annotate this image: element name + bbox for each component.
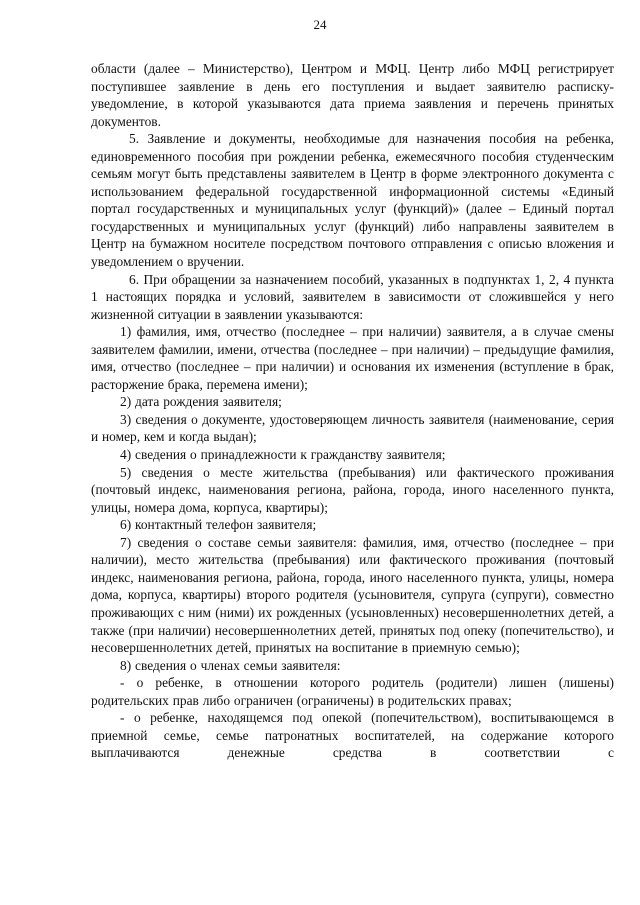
subitem-8-dash-2: - о ребенке, находящемся под опекой (попечительством), воспитывающемся в приемной семье, семье патронатных воспитателей, на содержание которого выплачиваются денежные средства в соответствии с [91, 710, 614, 761]
subitem-2: 2) дата рождения заявителя; [120, 394, 282, 410]
subitem-7: 7) сведения о составе семьи заявителя: фамилия, имя, отчество (последнее – при наличии), место жительства (пребывания) или фактического проживания (почтовый индекс, наименования региона, района, города, иного населенного пункта, улицы, номера дома, корпуса, квартиры) второго родителя (усыновителя, супруга (супруги), совместно проживающих с ним (ними) их рожденных (усыновленных) несовершеннолетних детей, а также (при наличии) несовершеннолетних детей, принятых под опеку (попечительство), и несовершеннолетних детей, принятых на воспитание в приемную семью); [91, 534, 614, 656]
paragraph-continuation: области (далее – Министерство), Центром и МФЦ. Центр либо МФЦ регистрирует поступившее заявление в день его поступления и выдает заявителю расписку-уведомление, в которой указываются дата приема заявления и перечень принятых документов. [91, 61, 614, 129]
subitem-3: 3) сведения о документе, удостоверяющем личность заявителя (наименование, серия и номер, кем и когда выдан); [91, 411, 614, 445]
paragraph-item-5: 5. Заявление и документы, необходимые для назначения пособия на ребенка, единовременного пособия при рождении ребенка, ежемесячного пособия студенческим семьям могут быть представлены заявителем в Центр в форме электронного документа с использованием федеральной государственной информационной системы «Единый портал государственных и муниципальных услуг (функций)» (далее – Единый портал государственных и муниципальных услуг (функций) либо направлены заявителем в Центр на бумажном носителе посредством почтового отправления с описью вложения и уведомлением о вручении. [91, 131, 614, 270]
document-body [91, 60, 614, 762]
paragraph-item-6: 6. При обращении за назначением пособий, указанных в подпунктах 1, 2, 4 пункта 1 настоящих порядка и условий, заявителем в зависимости от сложившейся у него жизненной ситуации в заявлении указываются: [91, 271, 614, 322]
subitem-6: 6) контактный телефон заявителя; [120, 517, 317, 533]
subitem-5: 5) сведения о месте жительства (пребывания) или фактического проживания (почтовый индекс, наименования региона, района, города, иного населенного пункта, улицы, номера дома, корпуса, квартиры); [91, 464, 614, 515]
subitem-8: 8) сведения о членах семьи заявителя: [120, 657, 341, 673]
subitem-1: 1) фамилия, имя, отчество (последнее – при наличии) заявителя, а в случае смены заявителем фамилии, имени, отчества (последнее – при наличии) – предыдущие фамилия, имя, отчество (последнее – при наличии) и основания их изменения (вступление в брак, расторжение брака, перемена имени); [91, 324, 614, 392]
page-number: 24 [313, 17, 327, 32]
subitem-8-dash-1: - о ребенке, в отношении которого родитель (родители) лишен (лишены) родительских прав либо ограничен (ограничены) в родительских правах; [91, 675, 614, 708]
subitem-4: 4) сведения о принадлежности к гражданству заявителя; [120, 447, 446, 463]
